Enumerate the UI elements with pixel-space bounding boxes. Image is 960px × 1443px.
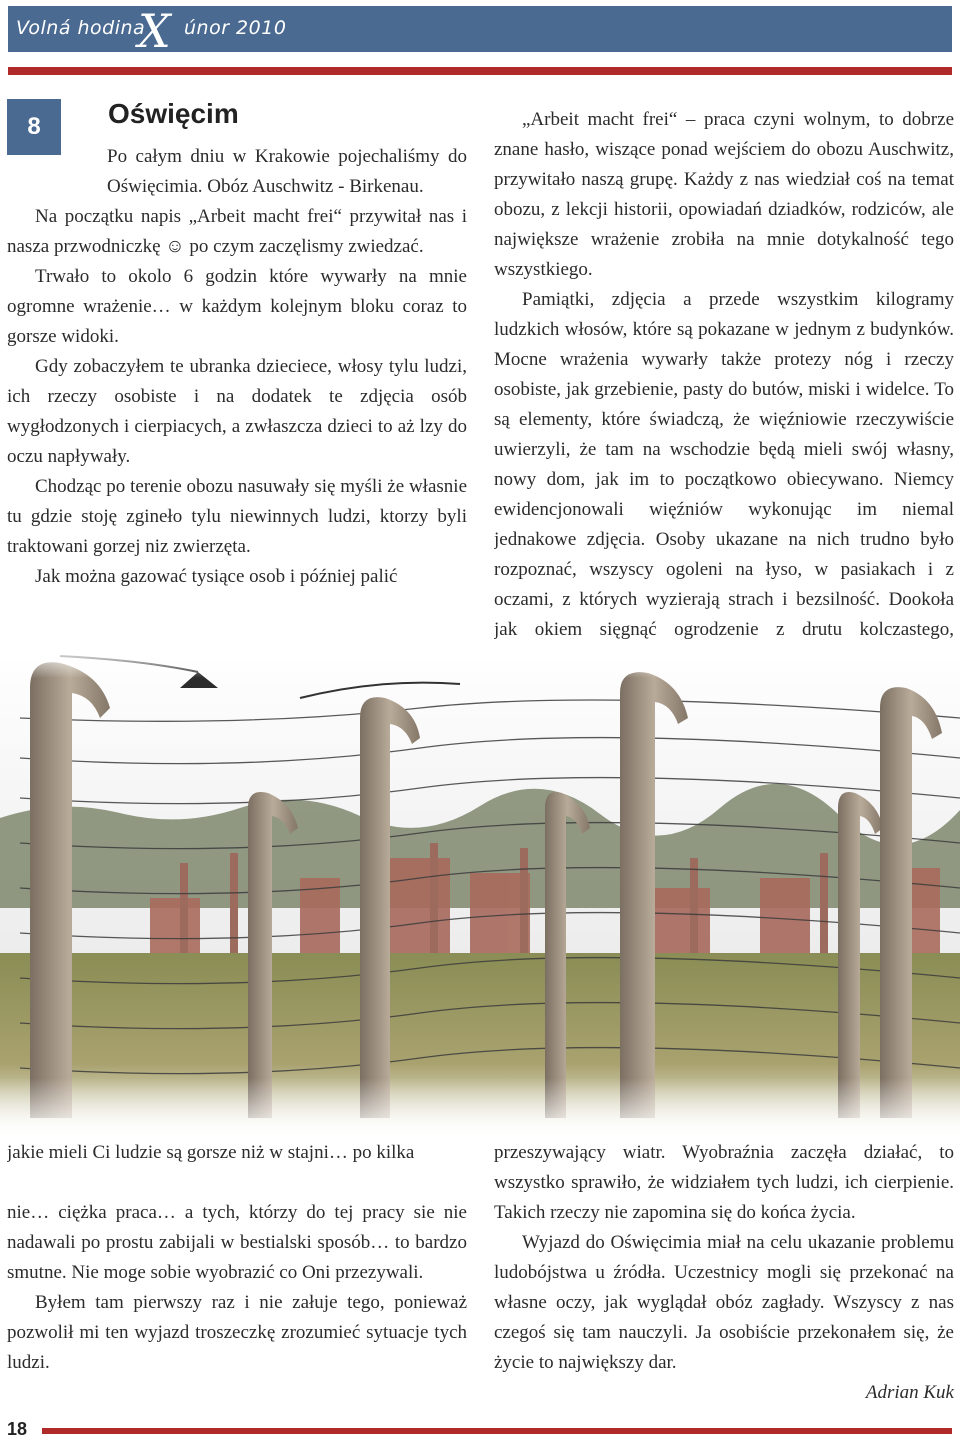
camp-fence-photo xyxy=(0,648,960,1138)
column-left-bottom xyxy=(7,1138,467,1418)
magazine-header xyxy=(8,4,952,58)
issue-letter: X xyxy=(138,4,171,58)
paragraph: Wyjazd do Oświęcimia miał na celu ukazanie problemu ludobójstwa u źródła. Uczestnicy mogli się przekonać na własne oczy, jak wyglądał obóz zagłady. Wszyscy z nas czegoś się tam nauczyli. Ja osobiście przekonałem się, że życie to największy dar. xyxy=(494,1232,954,1373)
header-rule xyxy=(8,67,952,75)
paragraph: Jak można gazować tysiące osob i później palić xyxy=(35,566,398,587)
paragraph: Gdy zobaczyłem te ubranka dzieciece, włosy tylu ludzi, ich rzeczy osobiste i na dodatek te zdjęcia osób wygłodzonych i cierpiacych, a zwłaszcza dzieci to aż lzy do oczu napływały. xyxy=(7,356,467,467)
footer-rule xyxy=(42,1428,952,1434)
paragraph: przeszywający wiatr. Wyobraźnia zaczęła działać, to wszystko sprawiło, że widziałem tych ludzi, ich cierpienie. Takich rzeczy nie zapomina się do końca życia. xyxy=(494,1142,954,1223)
article-title: Oświęcim xyxy=(108,98,239,129)
paragraph: nie… ciężka praca… a tych, którzy do tej pracy sie nie nadawali po prostu zabijali w bestialski sposób… to bardzo smutne. Nie moge sobie wyobrazić co Oni przezywali. xyxy=(7,1202,467,1283)
paragraph: Na początku napis „Arbeit macht frei“ przywitał nas i nasza przwodniczkę ☺ po czym zaczęlismy zwiedzać. xyxy=(7,206,467,257)
column-right-top xyxy=(494,105,954,675)
paragraph: Po całym dniu w Krakowie pojechaliśmy do Oświęcimia. Obóz Auschwitz - Birkenau. xyxy=(107,146,467,197)
column-left-top xyxy=(7,142,467,648)
issue-date: únor 2010 xyxy=(184,17,287,39)
magazine-name: Volná hodina xyxy=(16,17,146,39)
author-signature: Adrian Kuk xyxy=(865,1382,954,1403)
page-number: 18 xyxy=(7,1419,28,1439)
paragraph: Chodząc po terenie obozu nasuwały się myśli że własnie tu gdzie stoję zgineło tylu niewinnych ludzi, ktorzy byli traktowani gorzej niz zwierzęta. xyxy=(7,476,467,557)
column-right-bottom xyxy=(494,1138,954,1418)
paragraph: Trwało to okolo 6 godzin które wywarły na mnie ogromne wrażenie… w każdym kolejnym bloku coraz to gorsze widoki. xyxy=(7,266,467,347)
paragraph: Pamiątki, zdjęcia a przede wszystkim kilogramy ludzkich włosów, które są pokazane w jednym z budynków. Mocne wrażenia wywarły także protezy nóg i rzeczy osobiste, jak grzebienie, pasty do butów, miski i widelce. To są elementy, które świadczą, że więźniowie rzeczywiście uwierzyli, że tam na wschodzie będą mieli swój własny, nowy dom, jak im to początkowo obiecywano. Niemcy ewidencjonowali więźniów wykonując im niemal jednakowe zdjęcia. Osoby ukazane na nich trudno było rozpoznać, wszyscy ogoleni na łyso, w pasiakach i z oczami, z których wyzierają strach i bezsilność. Dookoła jak okiem sięgnąć ogrodzenie z drutu kolczastego, xyxy=(494,289,954,640)
section-number-box: 8 xyxy=(7,99,61,155)
paragraph: „Arbeit macht frei“ – praca czyni wolnym, to dobrze znane hasło, wiszące ponad wejściem do obozu Auschwitz, przywitało naszą grupę. Każdy z nas wiedział coś na temat obozu, z lekcji historii, opowiadań dziadków, rodziców, ale największe wrażenie zrobiła na mnie dotykalność tego wszystkiego. xyxy=(494,109,954,280)
paragraph: Byłem tam pierwszy raz i nie załuje tego, ponieważ pozwolił mi ten wyjazd troszeczkę zrozumieć sytuacje tych ludzi. xyxy=(7,1292,467,1373)
paragraph: jakie mieli Ci ludzie są gorsze niż w stajni… po kilka xyxy=(7,1142,415,1163)
